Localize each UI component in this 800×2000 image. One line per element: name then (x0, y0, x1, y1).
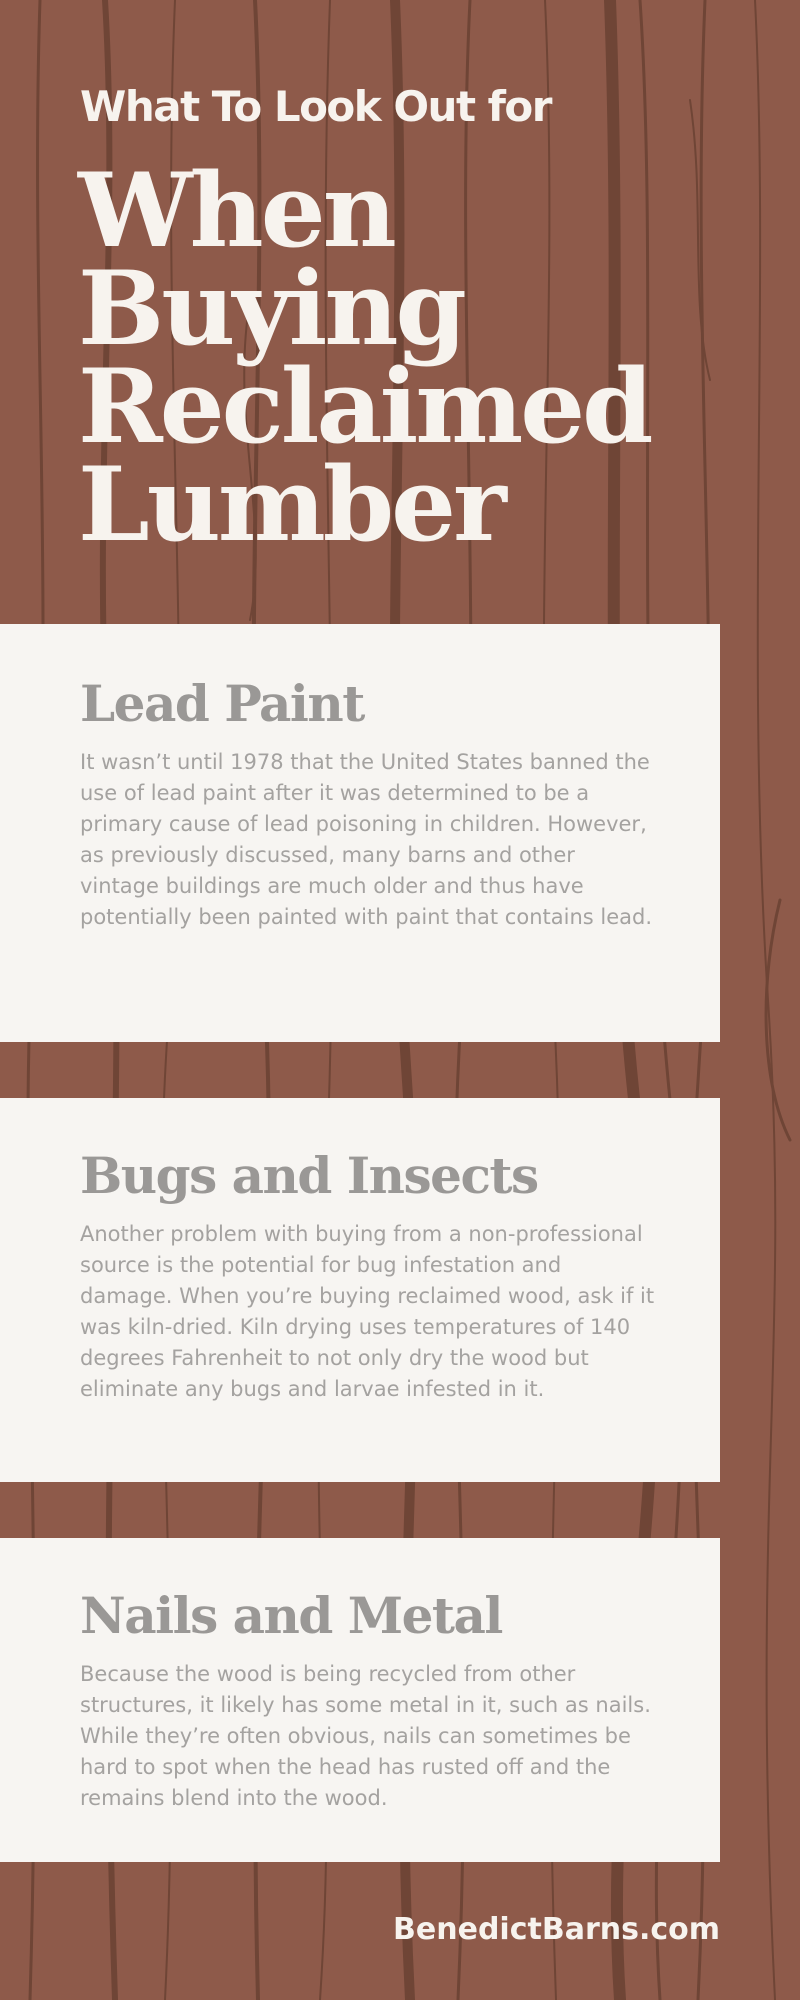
title-line: Lumber (78, 445, 504, 565)
section-card-nails-and-metal (0, 1538, 720, 1862)
section-heading: Lead Paint (80, 674, 364, 733)
website-link[interactable]: BenedictBarns.com (393, 1912, 720, 1947)
section-body: Because the wood is being recycled from other structures, it likely has some metal in it, such as nails. While they’re often obvious, nails can sometimes be hard to spot when the head has rusted off and the remains blend into the wood. (80, 1662, 651, 1810)
title-line: When (78, 151, 394, 271)
section-body: Another problem with buying from a non-professional source is the potential for bug infestation and damage. When you’re buying reclaimed wood, ask if it was kiln-dried. Kiln drying uses temperatures of 140 degrees Fahrenheit to not only dry the wood but eliminate any bugs and larvae infested in it. (80, 1222, 655, 1401)
section-card-lead-paint (0, 624, 720, 1042)
title-line: Buying (78, 249, 464, 369)
section-heading: Nails and Metal (80, 1586, 502, 1645)
section-heading: Bugs and Insects (80, 1146, 538, 1205)
title-line: Reclaimed (78, 347, 651, 467)
page-title (78, 151, 651, 565)
section-card-bugs-and-insects (0, 1098, 720, 1482)
section-body: It wasn’t until 1978 that the United States banned the use of lead paint after it was determined to be a primary cause of lead poisoning in children. However, as previously discussed, many barns and other vintage buildings are much older and thus have potentially been painted with paint that contains lead. (80, 750, 653, 929)
subtitle: What To Look Out for (80, 82, 551, 131)
